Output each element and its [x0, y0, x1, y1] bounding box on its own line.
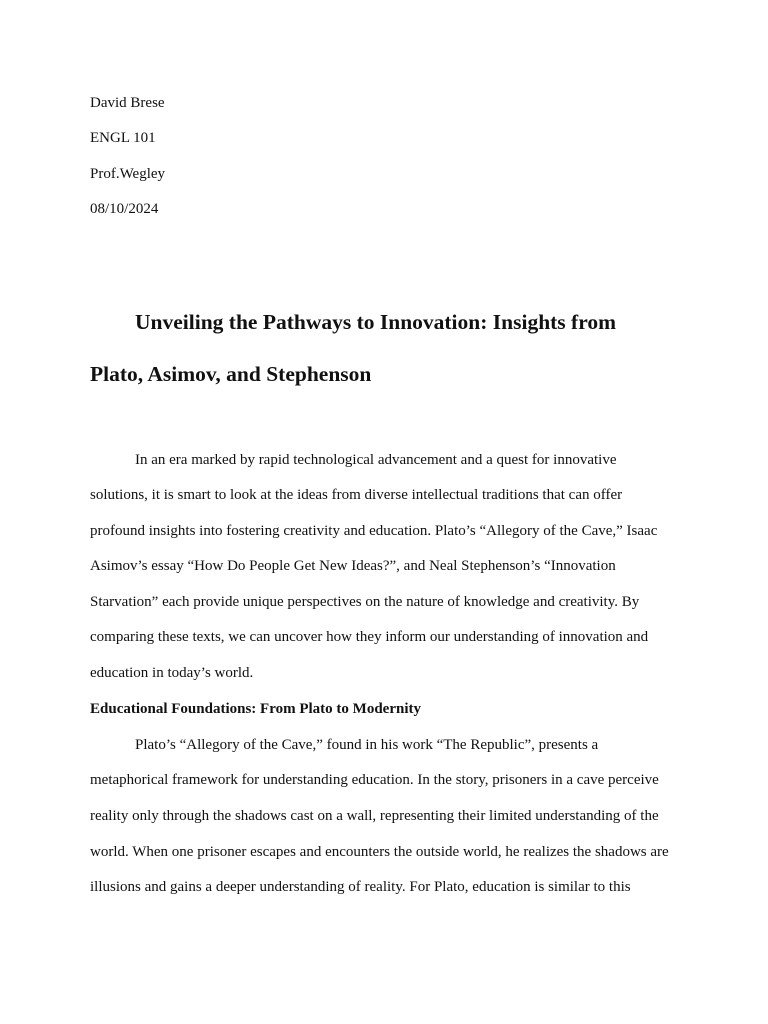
paragraph-1-line-2: solutions, it is smart to look at the ideas from diverse intellectual traditions that can offer	[90, 487, 623, 503]
paragraph-2-line-2: metaphorical framework for understanding education. In the story, prisoners in a cave perceive	[90, 772, 659, 788]
document-date: 08/10/2024	[90, 201, 159, 217]
paragraph-2-line-5: illusions and gains a deeper understanding of reality. For Plato, education is similar to this	[90, 879, 631, 895]
section-heading: Educational Foundations: From Plato to Modernity	[90, 701, 421, 717]
professor-name: Prof.Wegley	[90, 166, 166, 182]
paragraph-2-line-3: reality only through the shadows cast on a wall, representing their limited understanding of the	[90, 808, 659, 824]
paragraph-2-line-4: world. When one prisoner escapes and encounters the outside world, he realizes the shadows are	[90, 844, 669, 860]
document-title-line-2: Plato, Asimov, and Stephenson	[90, 362, 372, 386]
paragraph-1-line-4: Asimov’s essay “How Do People Get New Ideas?”, and Neal Stephenson’s “Innovation	[90, 558, 616, 574]
course-name: ENGL 101	[90, 130, 156, 146]
author-name: David Brese	[90, 95, 165, 111]
paragraph-1-line-6: comparing these texts, we can uncover how they inform our understanding of innovation and	[90, 629, 649, 645]
paragraph-2-line-1: Plato’s “Allegory of the Cave,” found in his work “The Republic”, presents a	[135, 737, 599, 753]
document-title-line-1: Unveiling the Pathways to Innovation: Insights from	[135, 310, 617, 334]
paragraph-1-line-7: education in today’s world.	[90, 665, 254, 681]
paragraph-1-line-5: Starvation” each provide unique perspectives on the nature of knowledge and creativity. By	[90, 594, 640, 610]
paragraph-1-line-1: In an era marked by rapid technological advancement and a quest for innovative	[135, 452, 617, 468]
paragraph-1-line-3: profound insights into fostering creativity and education. Plato’s “Allegory of the Cave,” Isaac	[90, 523, 658, 539]
